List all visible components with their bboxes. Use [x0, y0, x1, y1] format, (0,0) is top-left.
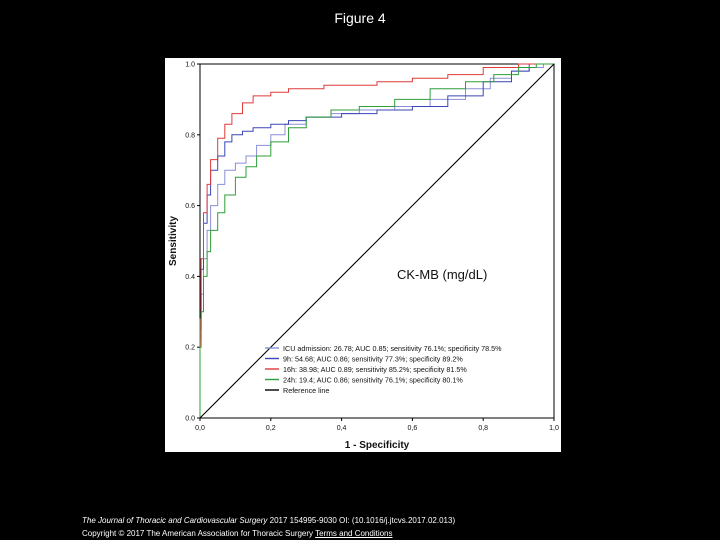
legend-label: 16h: 38.98; AUC 0.89; sensitivity 85.2%; specificity 81.5% [283, 365, 467, 374]
figure-panel [165, 58, 561, 452]
y-tick-label: 0.0 [185, 415, 195, 423]
legend-label: 9h: 54.68; AUC 0.86; sensitivity 77.3%; specificity 89.2% [283, 354, 463, 364]
copyright-text: Copyright © 2017 The American Association for Thoracic Surgery [82, 529, 316, 538]
terms-link[interactable]: Terms and Conditions [315, 529, 393, 538]
caption-copyright [82, 529, 393, 538]
x-tick-label: 0,6 [407, 425, 418, 432]
x-tick-label: 0,4 [336, 425, 347, 432]
x-tick-label: 1,0 [549, 425, 559, 432]
y-axis-label: Sensitivity [168, 215, 179, 267]
legend-label: ICU admission: 26.78; AUC 0.85; sensitivity 76.1%; specificity 78.5% [283, 344, 502, 353]
figure-title: Figure 4 [334, 10, 386, 26]
y-tick-label: 0.6 [185, 203, 195, 211]
chart-annotation: CK-MB (mg/dL) [397, 267, 488, 282]
x-tick-label: 0,8 [478, 425, 489, 432]
legend-label: 24h: 19.4; AUC 0.86; sensitivity 76.1%; specificity 80.1% [283, 375, 463, 385]
journal-name: The Journal of Thoracic and Cardiovascular Surgery [82, 516, 268, 525]
y-tick-label: 0.2 [185, 344, 195, 352]
y-tick-label: 0.8 [185, 132, 195, 140]
citation-text: 2017 154995-9030 OI: (10.1016/j.jtcvs.2017.02.013) [267, 516, 456, 525]
legend-label: Reference line [283, 386, 330, 395]
x-axis-label: 1 - Specificity [344, 440, 410, 451]
x-tick-label: 0,0 [195, 425, 205, 432]
y-tick-label: 0.4 [185, 273, 195, 281]
x-tick-label: 0,2 [265, 425, 276, 432]
caption-citation [82, 516, 455, 525]
roc-chart [165, 58, 561, 452]
y-tick-label: 1.0 [185, 61, 195, 69]
